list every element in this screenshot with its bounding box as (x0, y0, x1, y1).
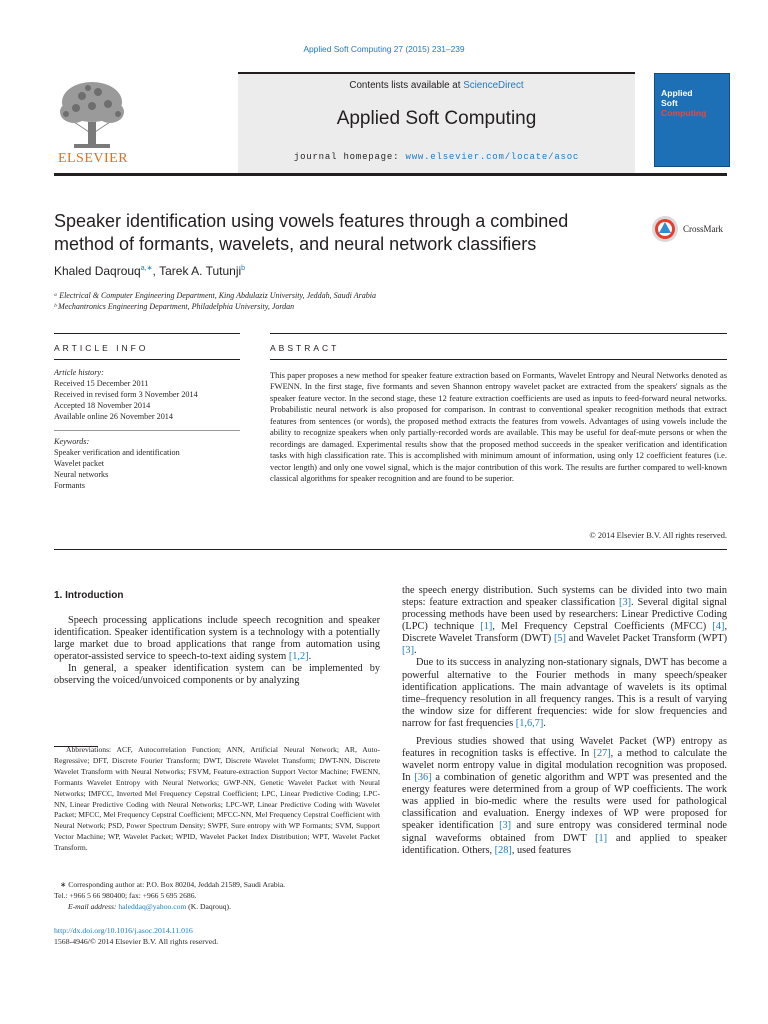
rc-p3-a: Previous studies showed that using Wavelet Packet (WP) entropy as features in recognition tasks is effective. In (402, 735, 727, 760)
author-line: Khaled Daqrouq$^{a,∗}$, Tarek A. Tutunji$^b$ (54, 264, 246, 278)
abstract-rule-top (270, 333, 727, 334)
abstract-copyright: © 2014 Elsevier B.V. All rights reserved. (589, 531, 727, 540)
abbreviations-footnote: Abbreviations: ACF, Autocorrelation Function; ANN, Artificial Neural Network; AR, Auto-Regressive; DFT, Discrete Fourier Transform; DWT, Discrete Wavelet Transform; DWT-NN, Discrete Wavelet Transform with Neural Networks; FSVM, Feature-extraction Support Vector Machine; FWENN, Formants Wavelet Entropy with Neural Networks; GWP-NN, Genetic Wavelet Packet with Neural Networks; IMFCC, Inverted Mel Frequency Cepstral Coefficient; LPC, Linear Predictive Coding; LPC-NN, Linear Predictive Coding with Neural Networks; LPC-WP, Linear Predictive Coding with Wavelet Packet; MFCC, Mel Frequency Cepstral Coefficient; MFCC-NN, Mel Frequency Cepstral Coefficient with Neural Network; PSD, Power Spectrum Density; SWPF, Sure entropy with WP Formants; SVM, Support Vector Machine; WP, Wavelet Packet; WPID, Wavelet Packet Index Distribution; WPT, Wavelet Packet Transform. (54, 745, 380, 853)
title-line-1: Speaker identification using vowels features through a combined (54, 211, 569, 231)
article-title (54, 210, 644, 256)
abstract-rule-bottom (270, 359, 727, 360)
keyword-3: Neural networks (54, 470, 109, 479)
history-accepted: Accepted 18 November 2014 (54, 401, 151, 410)
keyword-1: Speaker verification and identification (54, 448, 180, 457)
author-1: Khaled Daqrouq (54, 264, 141, 278)
rc-p1-c: , Mel Frequency Cepstral Coefficients (MFCC) (492, 621, 713, 633)
affiliation-b: ᵇ Mechantronics Engineering Department, Philadelphia University, Jordan (54, 302, 295, 311)
right-paragraph-1 (402, 585, 727, 657)
keyword-4: Formants (54, 481, 85, 490)
citation-link[interactable]: [3] (619, 597, 632, 609)
right-column-text (402, 585, 727, 857)
citation-link[interactable]: [1,6,7] (515, 717, 544, 729)
keyword-2: Wavelet packet (54, 459, 105, 468)
rc-p3-f: , used features (511, 844, 571, 856)
intro-p1-end: . (308, 651, 312, 663)
author-1-affil-mark[interactable]: a,∗ (140, 265, 153, 272)
header-bottom-rule (54, 173, 727, 176)
publisher-wordmark: ELSEVIER (57, 151, 129, 166)
citation-link[interactable]: [36] (414, 772, 432, 784)
rc-p1-e: and Wavelet Packet Transform (WPT) (565, 633, 727, 645)
history-online: Available online 26 November 2014 (54, 412, 173, 421)
abstract-end-rule (54, 549, 727, 550)
contents-prefix: Contents lists available at (349, 80, 464, 91)
email-link[interactable]: haleddaq@yahoo.com (118, 902, 187, 911)
corresponding-author-note: ∗ Corresponding author at: P.O. Box 80204, Jeddah 21589, Saudi Arabia. (60, 880, 286, 889)
citation-link[interactable]: [28] (494, 844, 512, 856)
citation-link[interactable]: [4] (712, 621, 725, 633)
section-heading-introduction: 1. Introduction (54, 590, 124, 601)
right-paragraph-2 (402, 657, 727, 729)
rc-p3-b: , a method to calculate the wavelet norm entropy value in digital modulation recognition was proposed. In (402, 748, 727, 784)
email-label: E-mail address: (68, 902, 119, 911)
rc-p1-a: the speech energy distribution. Such systems can be divided into two main steps: feature extraction and speaker classification (402, 585, 727, 609)
journal-cover-thumbnail[interactable] (654, 73, 730, 167)
doi-link[interactable] (54, 926, 193, 935)
history-heading: Article history: (54, 368, 104, 377)
homepage-link[interactable]: www.elsevier.com/locate/asoc (405, 152, 580, 162)
cover-line-3: Computing (661, 108, 707, 118)
citation-link[interactable]: [1] (480, 621, 493, 633)
rc-p3-c: a combination of genetic algorithm and WPT was presented and the energy features were determined from a group of WP coefficients. The work was applied in bio-medic where the results were used for pathological classification and evaluation. Energy indexes of WP were proposed for speaker identification (402, 772, 727, 832)
author-2-affil-mark[interactable]: b (241, 265, 246, 272)
article-info-label: ARTICLE INFO (54, 343, 149, 353)
email-note (54, 902, 380, 913)
telephone-note: Tel.: +966 5 66 980400; fax: +966 5 695 2686. (54, 891, 197, 900)
rc-p1-b: . Several digital signal processing methods have been used by researchers: Linear Predictive Coding (LPC) technique (402, 597, 727, 633)
contents-available-line (238, 80, 635, 91)
doi-link-text[interactable]: http://dx.doi.org/10.1016/j.asoc.2014.11.016 (54, 926, 193, 935)
cover-line-1: Applied (661, 88, 693, 98)
intro-paragraph-2: In general, a speaker identification system can be implemented by observing the voiced/unvoiced components or by analyzing (54, 663, 380, 687)
homepage-prefix: journal homepage: (293, 152, 406, 162)
abstract-label: ABSTRACT (270, 343, 340, 353)
cover-line-2: Soft (661, 98, 678, 108)
intro-paragraph-1 (54, 615, 380, 663)
left-column-text (54, 615, 380, 687)
right-paragraph-3 (402, 736, 727, 857)
affiliation-a: ᵃ Electrical & Computer Engineering Department, King Abdulaziz University, Jeddah, Saudi Arabia (54, 291, 376, 300)
journal-title: Applied Soft Computing (336, 108, 537, 129)
crossmark-icon (651, 214, 681, 244)
citation-link[interactable]: [1,2] (288, 651, 309, 663)
intro-p1-text: Speech processing applications include speech recognition and speaker identification. Speaker identification system is a technology with a potentially large market due to broad applications that range from automation using operator-assisted service to speech-to-text aiding system (54, 615, 380, 663)
crossmark-label[interactable]: CrossMark (683, 224, 723, 234)
issn-line: 1568-4946/© 2014 Elsevier B.V. All rights reserved. (54, 937, 219, 946)
citation-link[interactable]: [3] (499, 820, 512, 832)
sciencedirect-link[interactable]: ScienceDirect (463, 80, 524, 91)
article-info-rule-bottom (54, 359, 240, 360)
keywords-divider (54, 430, 240, 431)
citation-link[interactable]: [27] (593, 748, 611, 760)
rc-p2-a: Due to its success in analyzing non-stationary signals, DWT has become a powerful alternative to the Fourier methods in many speech/speaker identification applications. The main advantage of wavelets is its optimal time–frequency resolution in all frequency ranges. This is a result of varying the window size for different frequencies: wide for slow frequencies and narrow for fast frequencies (402, 657, 727, 729)
citation-link[interactable]: [5] (553, 633, 566, 645)
abstract-text: This paper proposes a new method for speaker feature extraction based on Formants, Wavelet Entropy and Neural Networks denoted as FWENN. In the first stage, five formants and seven Shannon entropy wavelet packet are extracted from the speakers' signals as the speaker feature vector. In the second stage, these 12 feature extraction coefficients are used as inputs to feed-forward neural networks. Probabilistic neural network is also proposed for comparison. In contrast to conventional speaker recognition methods that extract features from sentences (or words), the proposed method extracts the features from vowels. Advantages of using vowels include the ability to recognize speakers when only partially-recorded words are available. This may be useful for deaf-mute persons or when the recordings are damaged. Experimental results show that the proposed method succeeds in the speaker verification and identification tasks with high classification rate. This is accomplished with minimum amount of information, using only 12 coefficient features (i.e. vector length) and only one vowel signal, which is the major contribution of this work. The results are further compared to well-known classical algorithms for speaker recognition and are found to be superior. (270, 371, 727, 484)
rc-p1-f: . (414, 645, 417, 657)
rc-p2-b: . (543, 717, 546, 729)
rc-p1-d: , Discrete Wavelet Transform (DWT) (402, 621, 728, 645)
rc-p3-d: and sure entropy was considered terminal node signal waveforms obtained from DWT (402, 820, 727, 844)
keywords-heading: Keywords: (54, 437, 90, 446)
citation-link[interactable]: [3] (402, 645, 415, 657)
journal-reference[interactable]: Applied Soft Computing 27 (2015) 231–239 (303, 44, 465, 54)
history-received: Received 15 December 2011 (54, 379, 149, 388)
title-line-2: method of formants, wavelets, and neural network classifiers (54, 234, 537, 254)
rc-p3-e: and applied to speaker identification. Others, (402, 832, 727, 856)
journal-homepage-line (238, 152, 635, 162)
citation-link[interactable]: [1] (595, 832, 608, 844)
history-revised: Received in revised form 3 November 2014 (54, 390, 198, 399)
author-2: Tarek A. Tutunji (159, 264, 242, 278)
email-suffix: (K. Daqrouq). (186, 902, 231, 911)
article-info-rule-top (54, 333, 240, 334)
